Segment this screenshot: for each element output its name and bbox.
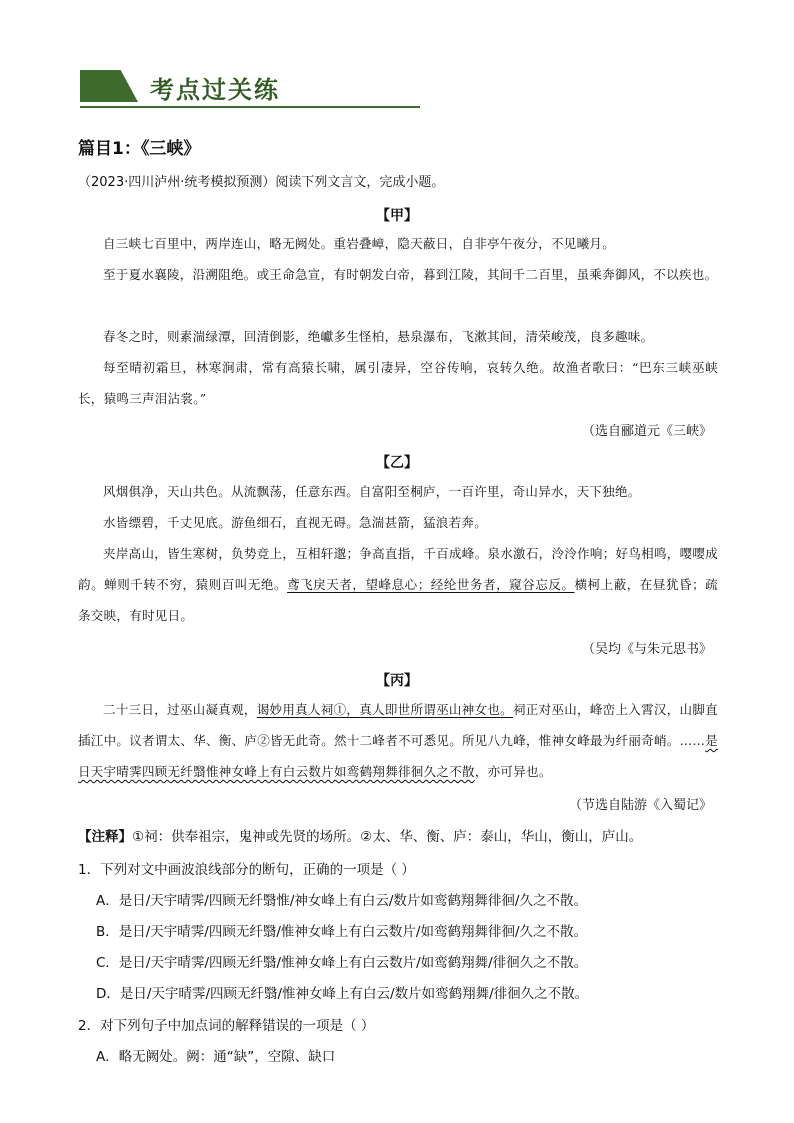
passage-yi-p1: 风烟俱净，天山共色。从流飘荡，任意东西。自富阳至桐庐，一百许里，奇山异水，天下独绝。 [103,484,641,499]
passage-yi-source: （吴均《与朱元思书》 [581,642,712,657]
passage-jia-p2: 至于夏水襄陵，沿溯阻绝。或王命急宣，有时朝发白帝，暮到江陵，其间千二百里，虽乘奔御风，不以疾也。 [103,267,718,282]
passage-bing-text-a: 二十三日，过巫山凝真观， [103,702,257,717]
passage-bing-heading: 【丙】 [376,673,418,689]
passage-yi-p3-text-c: 横柯上蔽，在昼犹昏；疏条交映，有时见日。 [78,577,718,623]
passage-jia-p1: 自三峡七百里中，两岸连山，略无阙处。重岩叠嶂，隐天蔽日，自非亭午夜分，不见曦月。 [103,236,616,251]
question-1-option-d[interactable]: D．是日/天宇晴霁/四顾无纤翳/惟神女峰上有白云/数片如鸾鹤翔舞/徘徊久之不散。 [96,986,589,1002]
note-label: 【注释】 [78,829,132,845]
passage-jia-p4: 每至晴初霜旦，林寒涧肃，常有高猿长啸，属引凄异，空谷传响，哀转久绝。故渔者歌曰：“巴东三峡巫峡长，猿鸣三声泪沾裳。” [78,360,718,406]
passage-bing-p1 [78,694,718,787]
passage-bing-underlined: 谒妙用真人祠①，真人即世所谓巫山神女也。 [256,702,513,717]
intro-text: （2023·四川泸州·统考模拟预测）阅读下列文言文，完成小题。 [78,175,445,190]
note-text: ①祠：供奉祖宗，鬼神或先贤的场所。②太、华、衡、庐：泰山，华山，衡山，庐山。 [132,829,643,845]
passage-yi-underlined: 鸢飞戾天者，望峰息心；经纶世务者，窥谷忘反。 [287,577,575,592]
question-1-option-a[interactable]: A．是日/天宇晴霁/四顾无纤翳惟/神女峰上有白云/数片如鸾鹤翔舞徘徊/久之不散。 [96,893,587,909]
question-1-stem: 1．下列对文中画波浪线部分的断句，正确的一项是（ ） [78,862,415,878]
banner-underline [80,106,420,108]
section-title: 篇目1：《三峡》 [78,139,201,159]
passage-bing-text-c: 祠正对巫山，峰峦上入霄汉，山脚直插江中。议者谓太、华、衡、庐②皆无此奇。然十二峰者不可悉见。所见八九峰，惟神女峰最为纤丽奇峭。…… [78,702,718,748]
passage-yi-heading: 【乙】 [376,455,418,471]
question-2-option-a[interactable]: A．略无阙处。阙：通“缺”，空隙、缺口 [96,1049,336,1065]
passage-bing-text-e: ，亦可异也。 [474,764,552,779]
section-banner [80,68,420,108]
passage-bing-wavy: 是日天宇晴霁四顾无纤翳惟神女峰上有白云数片如鸾鹤翔舞徘徊久之不散 [78,733,719,779]
annotation-note [78,825,642,845]
banner-title: 考点过关练 [150,75,280,104]
question-1-option-c[interactable]: C．是日/天宇晴霁/四顾无纤翳/惟神女峰上有白云数片/如鸾鹤翔舞/徘徊久之不散。 [96,955,588,971]
passage-jia-heading: 【甲】 [376,208,418,224]
question-1-option-b[interactable]: B．是日/天宇晴霁/四顾无纤翳/惟神女峰上有白云数片/如鸾鹤翔舞徘徊/久之不散。 [96,924,588,940]
passage-yi-p3-text-a: 夹岸高山，皆生寒树，负势竞上，互相轩邈；争高直指，千百成峰。泉水激石，泠泠作响；好鸟相鸣，嘤嘤成韵。蝉则千转不穷，猿则百叫无绝。 [78,546,718,592]
question-2-stem: 2．对下列句子中加点词的解释错误的一项是（ ） [78,1018,375,1034]
passage-jia-p3: 春冬之时，则素湍绿潭，回清倒影，绝巘多生怪柏，悬泉瀑布，飞漱其间，清荣峻茂，良多趣味。 [103,329,654,344]
passage-yi-p2: 水皆缥碧，千丈见底。游鱼细石，直视无碍。急湍甚箭，猛浪若奔。 [103,515,488,530]
passage-bing-source: （节选自陆游《入蜀记》 [568,798,712,813]
passage-jia-source: （选自郦道元《三峡》 [581,424,712,439]
passage-yi-p3 [78,538,718,631]
banner-decoration [80,70,138,102]
